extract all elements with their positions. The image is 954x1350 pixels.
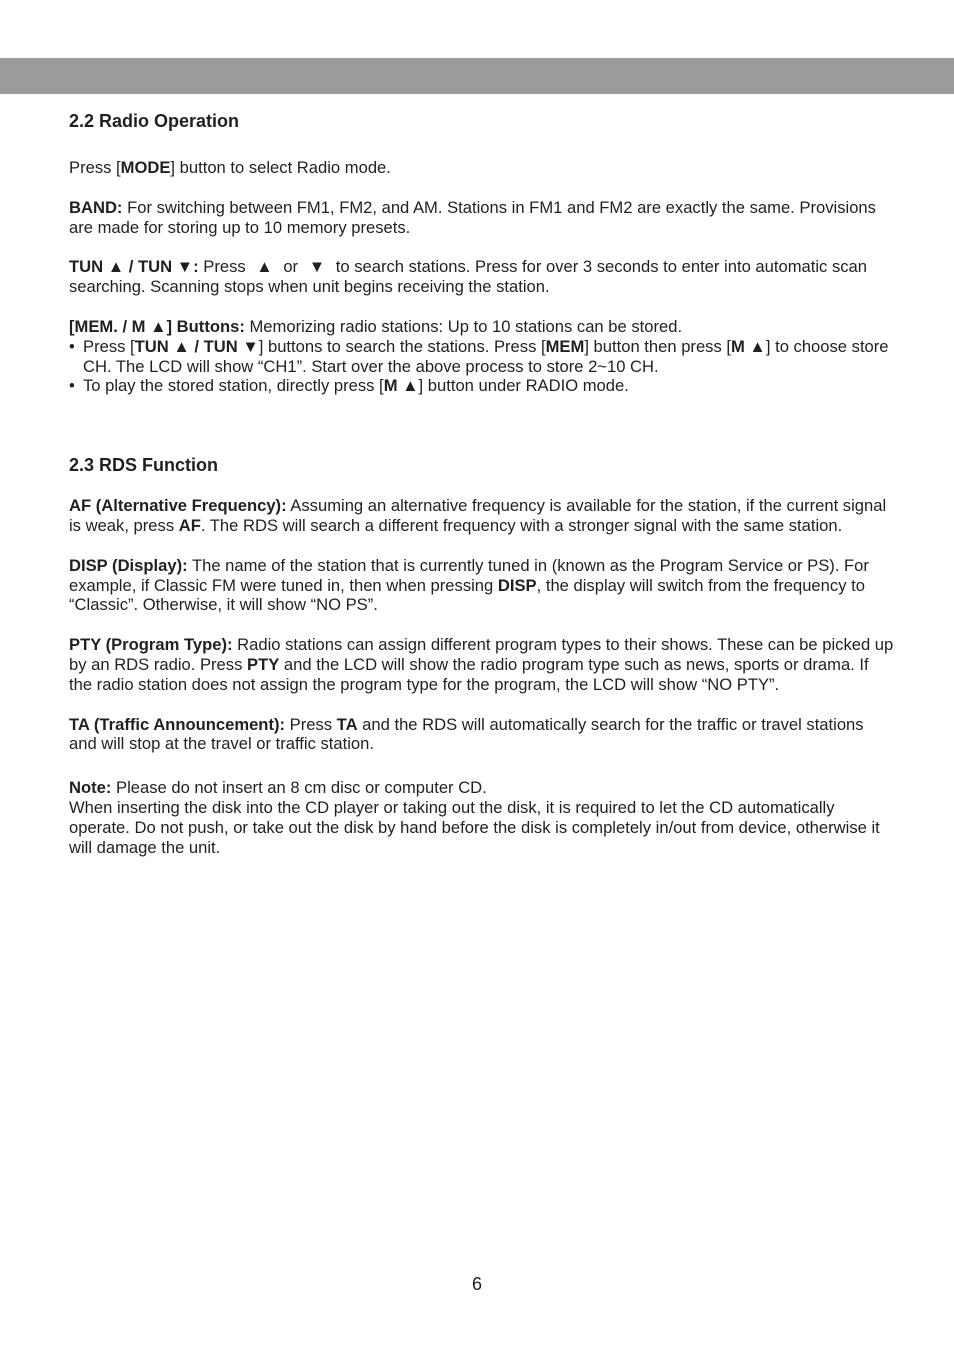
af-label: AF (Alternative Frequency): [69,496,287,516]
pty-paragraph: PTY (Program Type): Radio stations can assign different program types to their shows. These can be picked up by an RDS radio. Press PTY and the LCD will show the radio program type such as news, sports or drama. If the radio station does not assign the program type for the program, the LCD will show “NO PTY”. [69,635,894,694]
header-bar [0,58,954,94]
mode-key: MODE [120,158,171,177]
disp-label: DISP (Display): [69,555,188,575]
up-triangle-icon: ▲ [256,257,273,277]
down-triangle-icon: ▼ [308,257,326,277]
pty-label: PTY (Program Type): [69,635,233,655]
ta-label: TA (Traffic Announcement): [69,714,286,734]
list-item: • To play the stored station, directly press [M ▲] button under RADIO mode. [69,376,894,396]
note-line-2: When inserting the disk into the CD player or taking out the disk, it is required to let the CD automatically operate. Do not push, or take out the disk by hand before the disk is completely in/out from device, otherwise it will damage the unit. [69,797,880,857]
note-line-1: Note: Please do not insert an 8 cm disc or computer CD. [69,778,487,798]
page-content [69,110,894,857]
band-label: BAND: [69,197,123,217]
band-paragraph: BAND: For switching between FM1, FM2, and AM. Stations in FM1 and FM2 are exactly the same. Provisions are made for storing up to 10 memory presets. [69,197,876,237]
radio-bullet-list [69,337,894,396]
section-title-radio: 2.2 Radio Operation [69,111,240,131]
tun-paragraph: TUN ▲ / TUN ▼: Press ▲ or ▼ to search stations. Press for over 3 seconds to enter into automatic scan searching. Scanning stops when unit begins receiving the station. [69,257,868,297]
note-label: Note: [69,778,112,798]
mem-paragraph: [MEM. / M ▲] Buttons: Memorizing radio stations: Up to 10 stations can be stored. [69,316,683,336]
ta-paragraph: TA (Traffic Announcement): Press TA and the RDS will automatically search for the traffic or travel stations and will stop at the travel or traffic station. [69,714,864,754]
tun-label: TUN ▲ / TUN ▼: [69,257,199,277]
mode-paragraph: Press [MODE] button to select Radio mode. [69,158,391,177]
mem-label: [MEM. / M ▲] Buttons: [69,316,245,336]
af-paragraph: AF (Alternative Frequency): Assuming an alternative frequency is available for the station, if the current signal is weak, press AF. The RDS will search a different frequency with a stronger signal with the same station. [69,496,887,535]
disp-paragraph: DISP (Display): The name of the station that is currently tuned in (known as the Program Service or PS). For example, if Classic FM were tuned in, then when pressing DISP, the display will switch from the frequency to “Classic”. Otherwise, it will show “NO PS”. [69,555,869,615]
list-item: • Press [TUN ▲ / TUN ▼] buttons to search the stations. Press [MEM] button then press [M ▲] to choose store CH. The LCD will show “CH1”. Start over the above process to store 2~10 CH. [69,337,894,377]
page-number: 6 [471,1274,482,1294]
section-title-rds: 2.3 RDS Function [69,455,219,476]
